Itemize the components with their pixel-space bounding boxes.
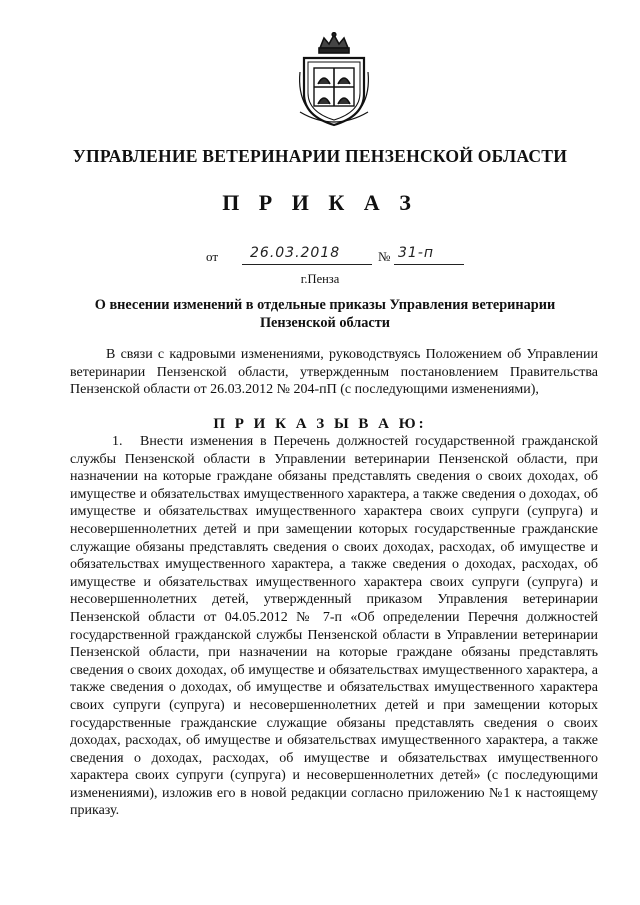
date-underline (242, 264, 372, 265)
city-label: г.Пенза (300, 272, 340, 286)
item-number: 1. (112, 434, 123, 449)
preamble-paragraph: В связи с кадровыми изменениями, руководствуясь Положением об Управлении ветеринарии Пензенской области, утвержденным постановлением Правительства Пензенской области от 26.03.2012 № 204-пП (с последующими изменениями), (70, 347, 598, 398)
date-prefix: от (206, 249, 219, 264)
number-underline (394, 264, 464, 265)
item-text: Внести изменения в Перечень должностей государственной гражданской службы Пензенской области в Управлении ветеринарии Пензенской области, при назначении на которые граждане обязаны представлять сведения о своих доходах, об имуществе и обязательствах имущественного характера, а также сведения о доходах, об имуществе и обязательствах имущественного характера своих супруги (супруга) и несовершеннолетних детей и при замещении которых государственные гражданские служащие обязаны представлять сведения о своих доходах, расходах, об имуществе и обязательствах имущественного характера, а также сведения о доходах, расходах, об имуществе и обязательствах имущественного характера своих супруги (супруга) и несовершеннолетних детей, утвержденный приказом Управления ветеринарии Пензенской области от 04.05.2012 № 7-п «Об определении Перечня должностей государственной гражданской службы Пензенской области в Управлении ветеринарии Пензенской области, при назначении на которые граждане обязаны представлять сведения о своих доходах, об имуществе и обязательствах имущественного характера, а также сведения о доходах, об имуществе и обязательствах имущественного характера своих супруги (супруга) и несовершеннолетних детей и при замещении которых государственные гражданские служащие обязаны представлять сведения о своих доходах, расходах, об имуществе и обязательствах имущественного характера, а также сведения о доходах, расходах, об имуществе и обязательствах имущественного характера своих супруги (супруга) и несовершеннолетних детей» (с последующими изменениями), изложив его в новой редакции согласно приложению №1 к настоящему приказу. (70, 434, 598, 819)
document-subject: О внесении изменений в отдельные приказы Управления ветеринарии Пензенской области (94, 297, 556, 331)
order-heading: П Р И К А З Ы В А Ю: (213, 416, 427, 432)
document-type-title: П Р И К А З (222, 190, 418, 215)
number-handwritten: 31-п (398, 245, 435, 261)
organization-name: УПРАВЛЕНИЕ ВЕТЕРИНАРИИ ПЕНЗЕНСКОЙ ОБЛАСТИ (72, 146, 568, 166)
date-handwritten: 26.03.2018 (250, 245, 341, 261)
order-item-1 (70, 433, 598, 820)
coat-of-arms-emblem (296, 32, 372, 128)
number-prefix: № (378, 249, 391, 264)
